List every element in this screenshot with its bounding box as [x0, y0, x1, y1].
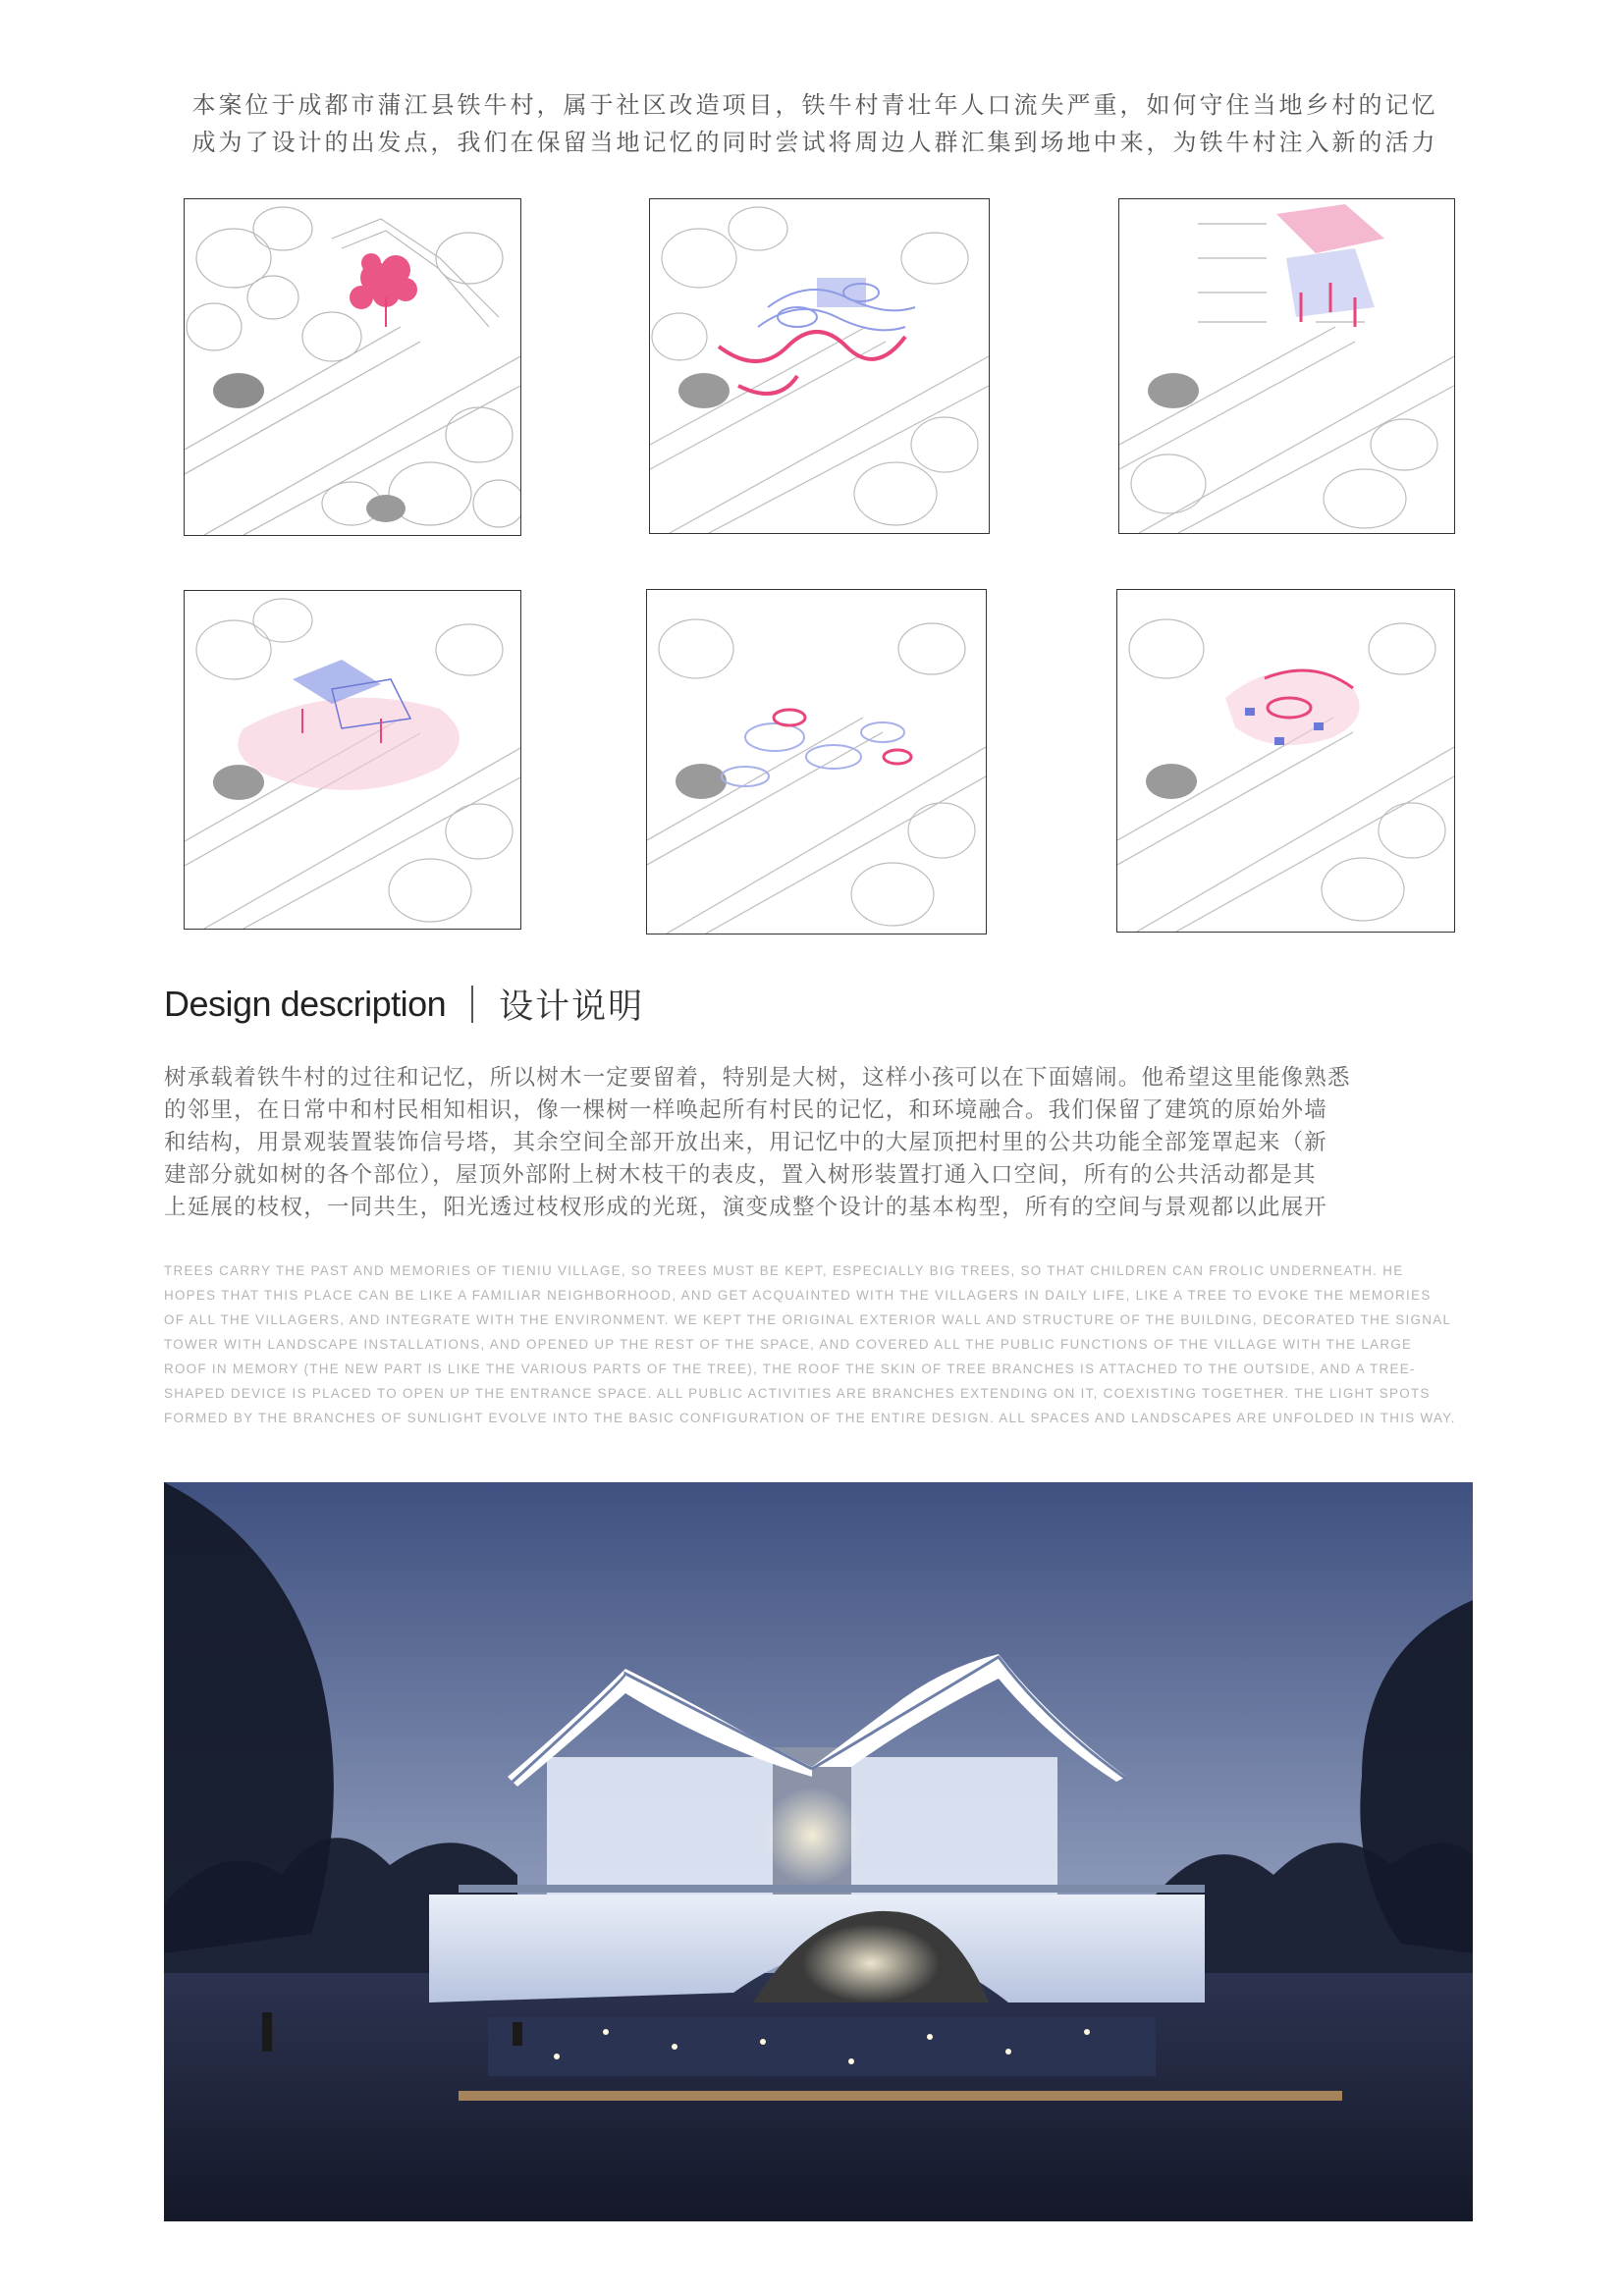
- intro-line: 成为了设计的出发点，我们在保留当地记忆的同时尝试将周边人群汇集到场地中来，为铁牛村注入新的活力: [191, 129, 1438, 156]
- diagram-roof-illustration: [185, 591, 520, 929]
- section-title-en: Design description: [164, 984, 447, 1024]
- diagram-panel-roof: [184, 590, 521, 930]
- intro-line: 本案位于成都市蒲江县铁牛村，属于社区改造项目，铁牛村青壮年人口流失严重，如何守住当地乡村的记忆: [191, 91, 1438, 119]
- description-en-line: FORMED BY THE BRANCHES OF SUNLIGHT EVOLVE INTO THE BASIC CONFIGURATION OF THE ENTIRE DESIGN. ALL SPACES AND LANDSCAPES ARE UNFOLDED IN THIS WAY.: [164, 1411, 1456, 1425]
- description-zh-line: 的邻里，在日常中和村民相知相识，像一棵树一样唤起所有村民的记忆，和环境融合。我们保留了建筑的原始外墙: [164, 1097, 1328, 1123]
- description-zh-line: 树承载着铁牛村的过往和记忆，所以树木一定要留着，特别是大树，这样小孩可以在下面嬉闹。他希望这里能像熟悉: [164, 1065, 1351, 1091]
- diagram-paths-illustration: [650, 199, 989, 533]
- heading-divider: [471, 986, 473, 1023]
- description-zh: [164, 1062, 1485, 1224]
- diagram-functions-illustration: [1117, 590, 1454, 932]
- description-zh-line: 上延展的枝杈，一同共生，阳光透过枝杈形成的光斑，演变成整个设计的基本构型，所有的空间与景观都以此展开: [164, 1195, 1328, 1220]
- description-en-line: TOWER WITH LANDSCAPE INSTALLATIONS, AND OPENED UP THE REST OF THE SPACE, AND COVERED ALL THE PUBLIC FUNCTIONS OF THE VILLAGE WITH THE LARGE: [164, 1337, 1413, 1352]
- section-title-zh: 设计说明: [499, 988, 645, 1027]
- description-en-line: HOPES THAT THIS PLACE CAN BE LIKE A FAMILIAR NEIGHBORHOOD, AND GET ACQUAINTED WITH THE VILLAGERS IN DAILY LIFE, LIKE A TREE TO EVOKE THE MEMORIES: [164, 1288, 1432, 1303]
- diagram-panel-paths: [649, 198, 990, 534]
- description-en-line: OF ALL THE VILLAGERS, AND INTEGRATE WITH THE ENVIRONMENT. WE KEPT THE ORIGINAL EXTERIOR WALL AND STRUCTURE OF THE BUILDING, DECORATED THE SIGNAL: [164, 1312, 1452, 1327]
- diagram-panel-functions: [1116, 589, 1455, 933]
- description-en-line: SHAPED DEVICE IS PLACED TO OPEN UP THE ENTRANCE SPACE. ALL PUBLIC ACTIVITIES ARE BRANCHES EXTENDING ON IT, COEXISTING TOGETHER. THE LIGHT SPOTS: [164, 1386, 1431, 1401]
- description-en: [164, 1258, 1485, 1430]
- diagram-building-illustration: [1119, 199, 1454, 533]
- diagram-panel-building: [1118, 198, 1455, 534]
- diagram-panel-spots: [646, 589, 987, 934]
- diagram-spots-illustration: [647, 590, 986, 934]
- section-heading: [164, 980, 644, 1029]
- building-render-illustration: [164, 1482, 1473, 2221]
- diagram-panel-tree: [184, 198, 521, 536]
- building-night-render: [164, 1482, 1473, 2221]
- diagram-tree-illustration: [185, 199, 520, 535]
- intro-paragraph: [147, 86, 1483, 161]
- description-zh-line: 建部分就如树的各个部位），屋顶外部附上树木枝干的表皮，置入树形装置打通入口空间，所有的公共活动都是其: [164, 1162, 1317, 1188]
- description-en-line: TREES CARRY THE PAST AND MEMORIES OF TIENIU VILLAGE, SO TREES MUST BE KEPT, ESPECIALLY BIG TREES, SO THAT CHILDREN CAN FROLIC UNDERNEATH. HE: [164, 1263, 1404, 1278]
- description-en-line: ROOF IN MEMORY (THE NEW PART IS LIKE THE VARIOUS PARTS OF THE TREE), THE ROOF THE SKIN OF TREE BRANCHES IS ATTACHED TO THE OUTSIDE, AND A TREE-: [164, 1362, 1416, 1376]
- description-zh-line: 和结构，用景观装置装饰信号塔，其余空间全部开放出来，用记忆中的大屋顶把村里的公共功能全部笼罩起来（新: [164, 1130, 1328, 1155]
